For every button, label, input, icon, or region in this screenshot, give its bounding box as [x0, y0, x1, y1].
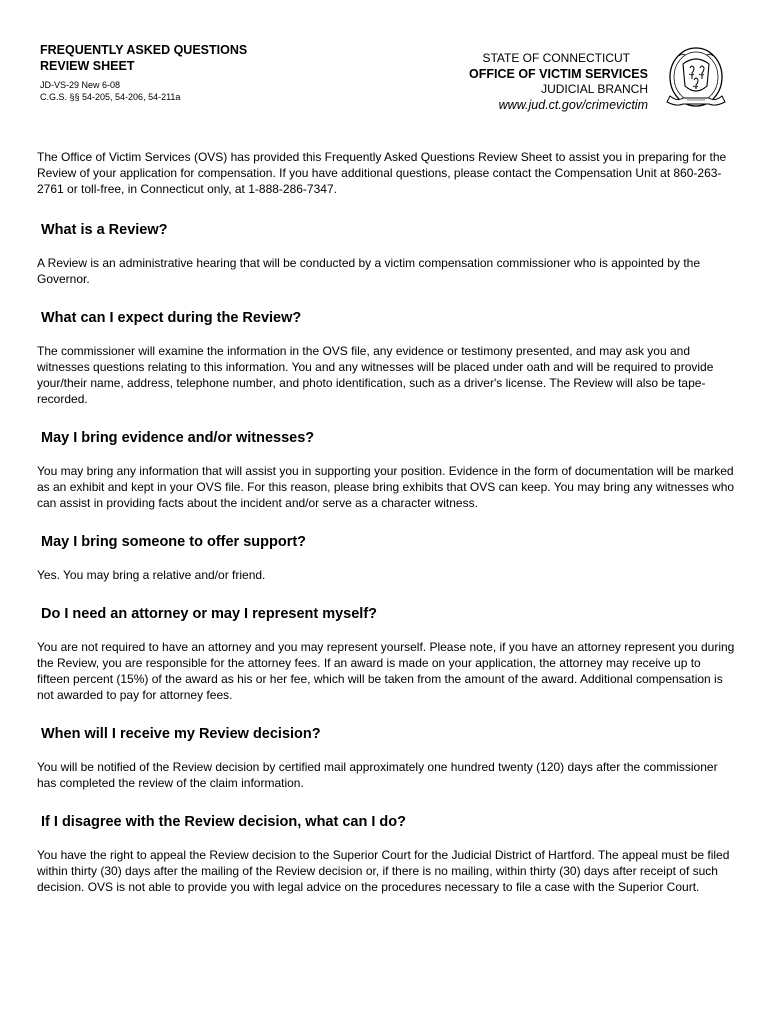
faq-question: May I bring someone to offer support?: [41, 534, 307, 550]
statute-reference: C.G.S. §§ 54-205, 54-206, 54-211a: [40, 92, 181, 102]
website-link[interactable]: www.jud.ct.gov/crimevictim: [498, 98, 648, 112]
faq-answer: The commissioner will examine the information in the OVS file, any evidence or testimony presented, and may ask you and witnesses questions relating to this information. You and any witnesses will be placed under oath and will be required to provide your/their name, address, telephone number, and photo identification, such as a driver's license. The Review will also be tape-recorded.: [37, 344, 714, 406]
faq-answer: You may bring any information that will assist you in supporting your position. Evidence in the form of documentation will be marked as an exhibit and kept in your OVS file. For this reason, please bring exhibits that OVS can keep. You may bring any witnesses who can assist in providing facts about the incident and/or serve as a character witness.: [37, 464, 735, 510]
form-number: JD-VS-29 New 6-08: [40, 80, 121, 90]
header-right: [469, 51, 648, 113]
header-left: [40, 42, 247, 103]
faq-question: May I bring evidence and/or witnesses?: [41, 430, 315, 446]
state-name: STATE OF CONNECTICUT: [482, 51, 630, 65]
faq-section: [37, 813, 735, 895]
document-body: [37, 149, 735, 895]
faq-answer: You will be notified of the Review decision by certified mail approximately one hundred twenty (120) days after the commissioner has completed the review of the claim information.: [37, 760, 718, 790]
faq-question: If I disagree with the Review decision, what can I do?: [41, 814, 406, 830]
faq-answer: You are not required to have an attorney and you may represent yourself. Please note, if you have an attorney represent you during the Review, you are responsible for the attorney fees. If an award is made on your application, the attorney may receive up to fifteen percent (15%) of the award as his or her fee, which will be taken from the amount of the award. Additional compensation is not awarded to pay for attorney fees.: [37, 640, 735, 702]
document-title: FREQUENTLY ASKED QUESTIONS: [40, 43, 248, 57]
faq-answer: Yes. You may bring a relative and/or friend.: [37, 568, 266, 582]
faq-answer: You have the right to appeal the Review decision to the Superior Court for the Judicial District of Hartford. The appeal must be filed within thirty (30) days after the mailing of the Review decision or, if there is no mailing, within thirty (30) days after receipt of such decision. OVS is not able to provide you with legal advice on the procedures necessary to file a case with the Superior Court.: [37, 848, 730, 894]
faq-question: When will I receive my Review decision?: [41, 726, 321, 742]
connecticut-state-seal-icon: [665, 44, 727, 112]
intro-paragraph: The Office of Victim Services (OVS) has provided this Frequently Asked Questions Review Sheet to assist you in preparing for the Review of your application for compensation. If you have additional questions, please contact the Compensation Unit at 860-263-2761 or toll-free, in Connecticut only, at 1-888-286-7347.: [37, 150, 727, 196]
faq-question: What is a Review?: [41, 222, 168, 238]
document-subtitle: REVIEW SHEET: [40, 59, 135, 73]
faq-section: [37, 725, 735, 791]
faq-section: [37, 605, 735, 703]
faq-question: Do I need an attorney or may I represent myself?: [41, 606, 378, 622]
office-name: OFFICE OF VICTIM SERVICES: [469, 67, 648, 81]
faq-section: [37, 309, 735, 407]
branch-name: JUDICIAL BRANCH: [541, 82, 648, 96]
faq-section: [37, 221, 735, 287]
faq-section: [37, 429, 735, 511]
faq-section: [37, 533, 735, 583]
faq-answer: A Review is an administrative hearing that will be conducted by a victim compensation commissioner who is appointed by the Governor.: [37, 256, 700, 286]
faq-question: What can I expect during the Review?: [41, 310, 302, 326]
